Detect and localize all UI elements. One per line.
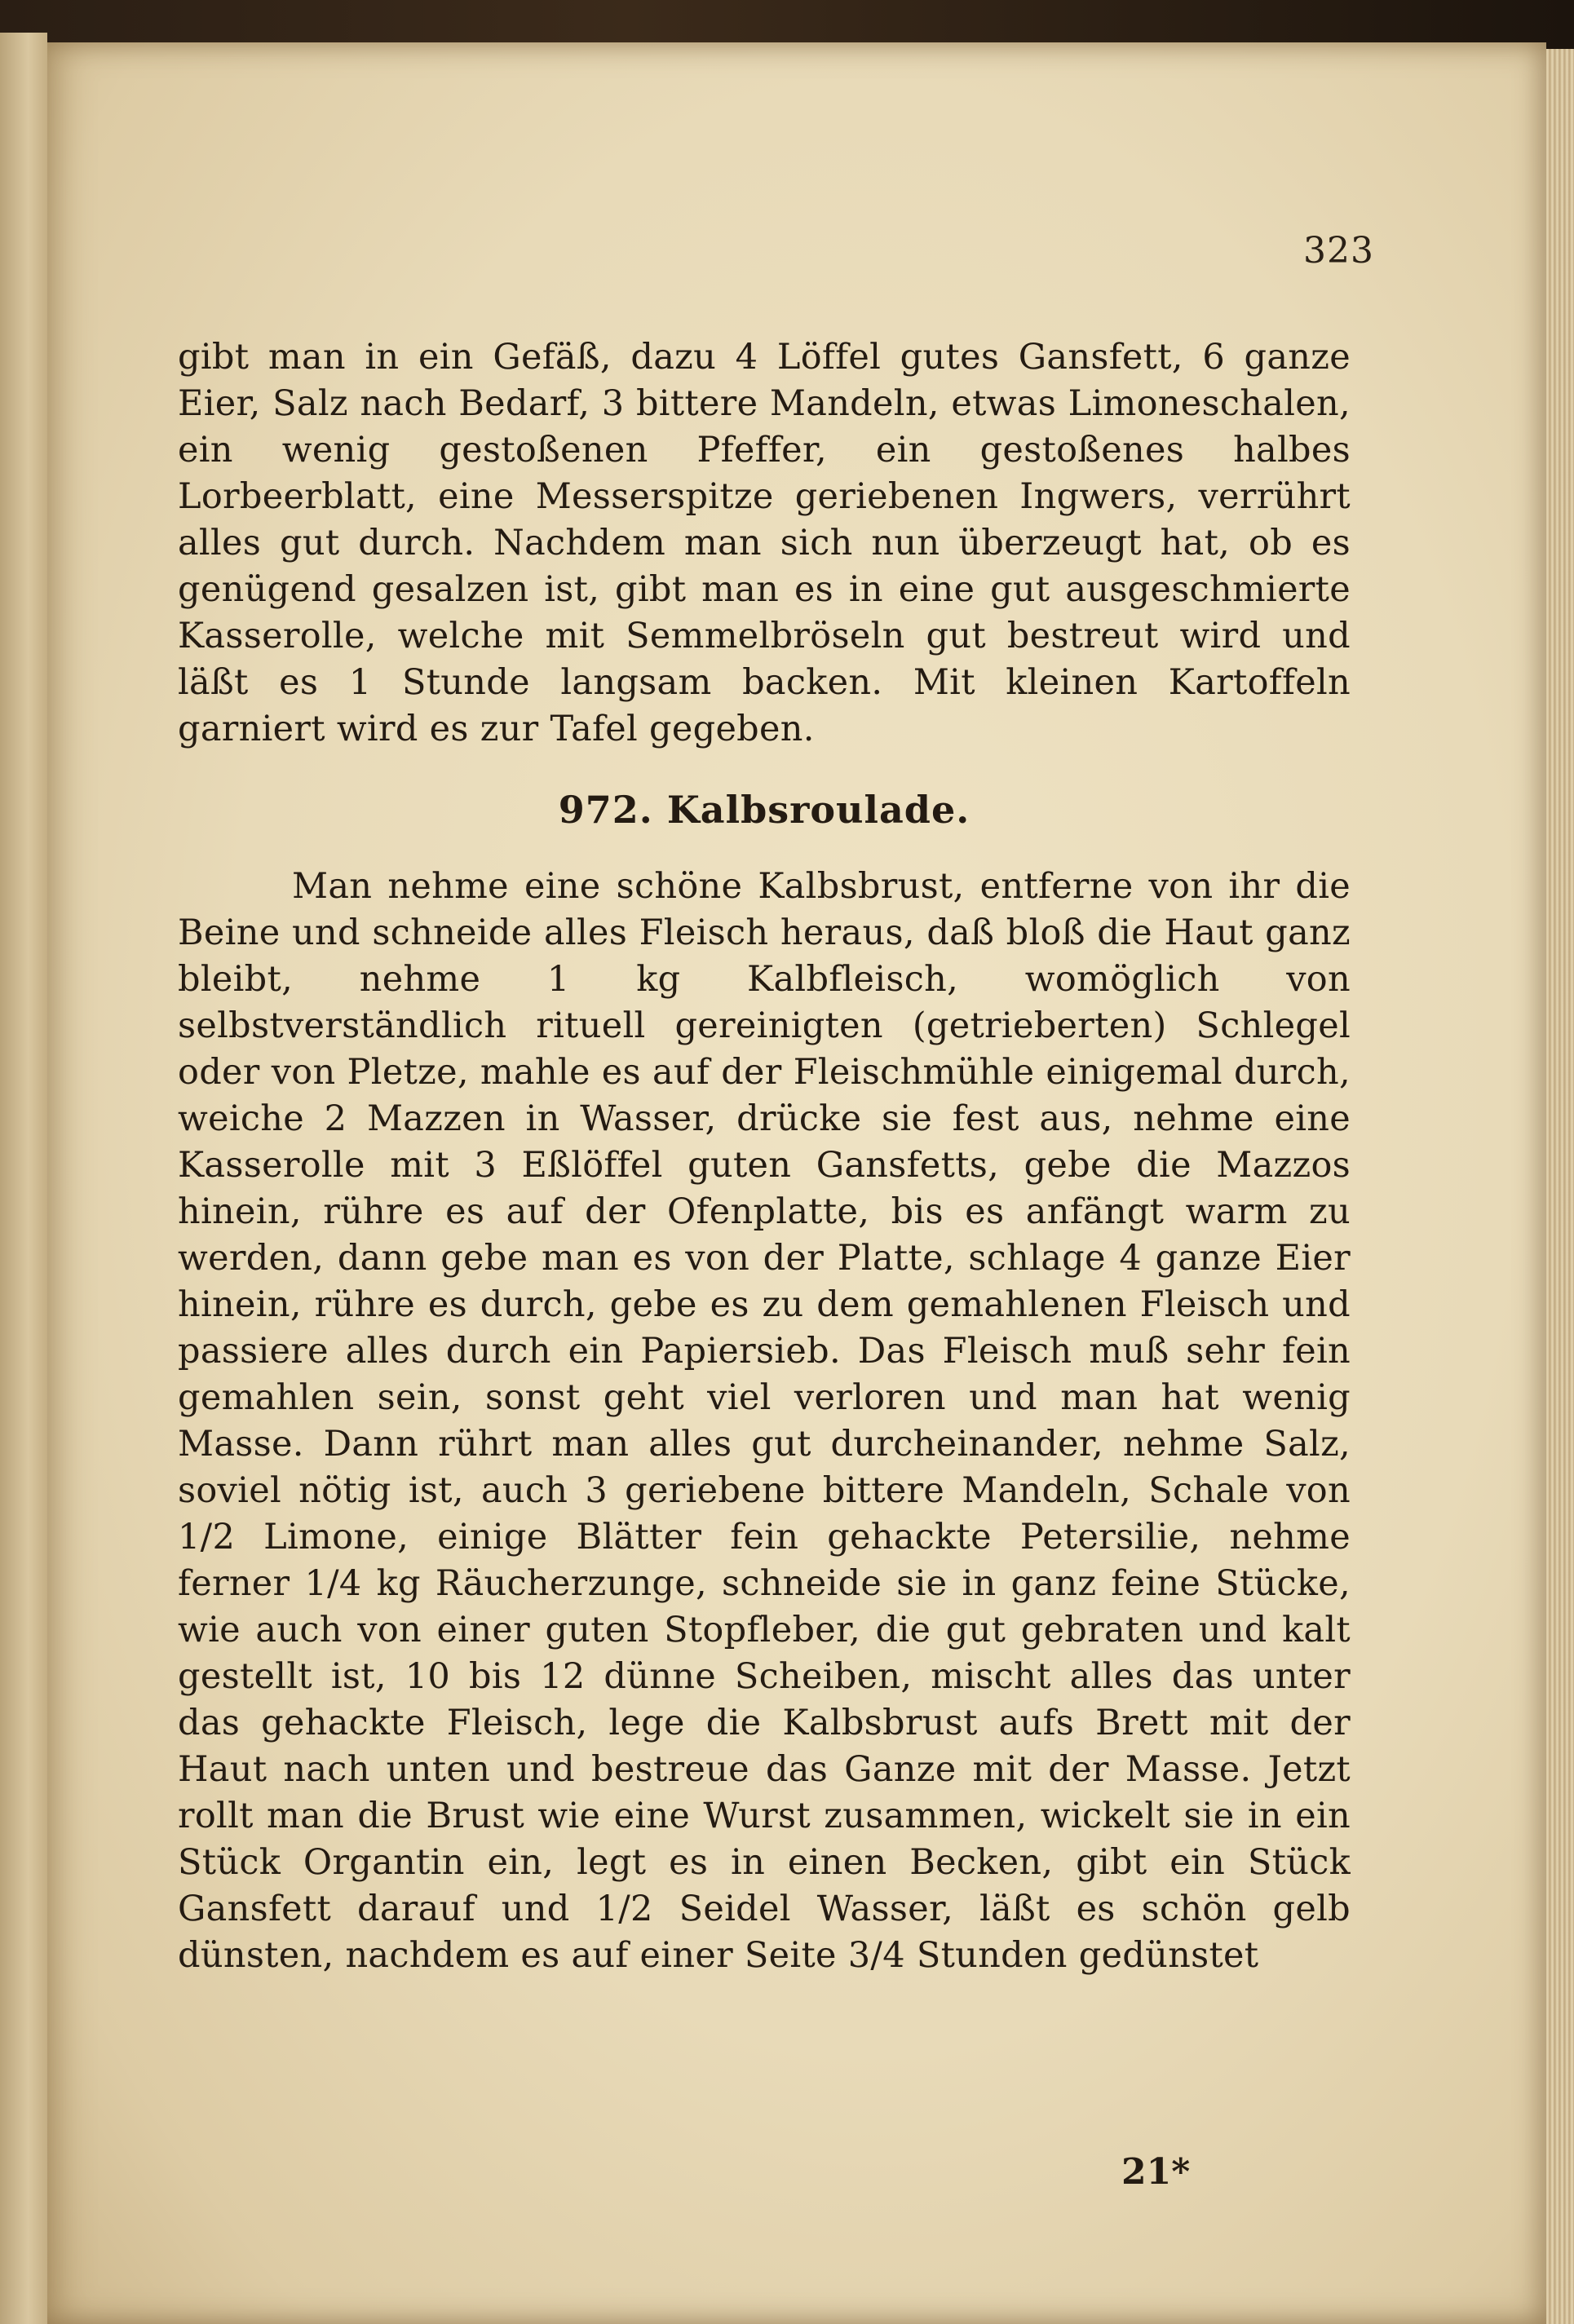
facing-page-edge — [0, 33, 47, 2324]
page-text-block — [178, 334, 1351, 1979]
page-number: 323 — [1303, 230, 1374, 272]
recipe-paragraph: Man nehme eine schöne Kalbsbrust, entferne von ihr die Beine und schneide alles Fleisch heraus, daß bloß die Haut ganz bleibt, nehme 1 kg Kalbfleisch, womöglich von selbstverständlich rituell gereinigten (getrieberten) Schlegel oder von Pletze, mahle es auf der Fleischmühle einigemal durch, weiche 2 Mazzen in Wasser, drücke sie fest aus, nehme eine Kasserolle mit 3 Eßlöffel guten Gansfetts, gebe die Mazzos hinein, rühre es auf der Ofenplatte, bis es anfängt warm zu werden, dann gebe man es von der Platte, schlage 4 ganze Eier hinein, rühre es durch, gebe es zu dem gemahlenen Fleisch und passiere alles durch ein Papiersieb. Das Fleisch muß sehr fein gemahlen sein, sonst geht viel verloren und man hat wenig Masse. Dann rührt man alles gut durcheinander, nehme Salz, soviel nötig ist, auch 3 geriebene bittere Mandeln, Schale von 1/2 Limone, einige Blätter fein gehackte Petersilie, nehme ferner 1/4 kg Räucherzunge, schneide sie in ganz feine Stücke, wie auch von einer guten Stopfleber, die gut gebraten und kalt gestellt ist, 10 bis 12 dünne Scheiben, mischt alles das unter das gehackte Fleisch, lege die Kalbsbrust aufs Brett mit der Haut nach unten und bestreue das Ganze mit der Masse. Jetzt rollt man die Brust wie eine Wurst zusammen, wickelt sie in ein Stück Organtin ein, legt es in einen Becken, gibt ein Stück Gansfett darauf und 1/2 Seidel Wasser, läßt es schön gelb dünsten, nachdem es auf einer Seite 3/4 Stunden gedünstet — [178, 866, 1351, 1976]
continuation-paragraph: gibt man in ein Gefäß, dazu 4 Löffel gutes Gansfett, 6 ganze Eier, Salz nach Bedarf, 3 bittere Mandeln, etwas Limoneschalen, ein wenig gestoßenen Pfeffer, ein gestoßenes halbes Lorbeerblatt, eine Messerspitze geriebenen Ingwers, verrührt alles gut durch. Nachdem man sich nun überzeugt hat, ob es genügend gesalzen ist, gibt man es in eine gut ausgeschmierte Kasserolle, welche mit Semmelbröseln gut bestreut wird und läßt es 1 Stunde langsam backen. Mit kleinen Kartoffeln garniert wird es zur Tafel gegeben. — [178, 337, 1351, 749]
page-stack-edge — [1546, 49, 1574, 2324]
recipe-number: 972. — [558, 788, 653, 832]
recipe-heading — [178, 785, 1351, 834]
signature-mark: 21* — [1121, 2151, 1191, 2193]
recipe-title: Kalbsroulade. — [666, 788, 970, 832]
